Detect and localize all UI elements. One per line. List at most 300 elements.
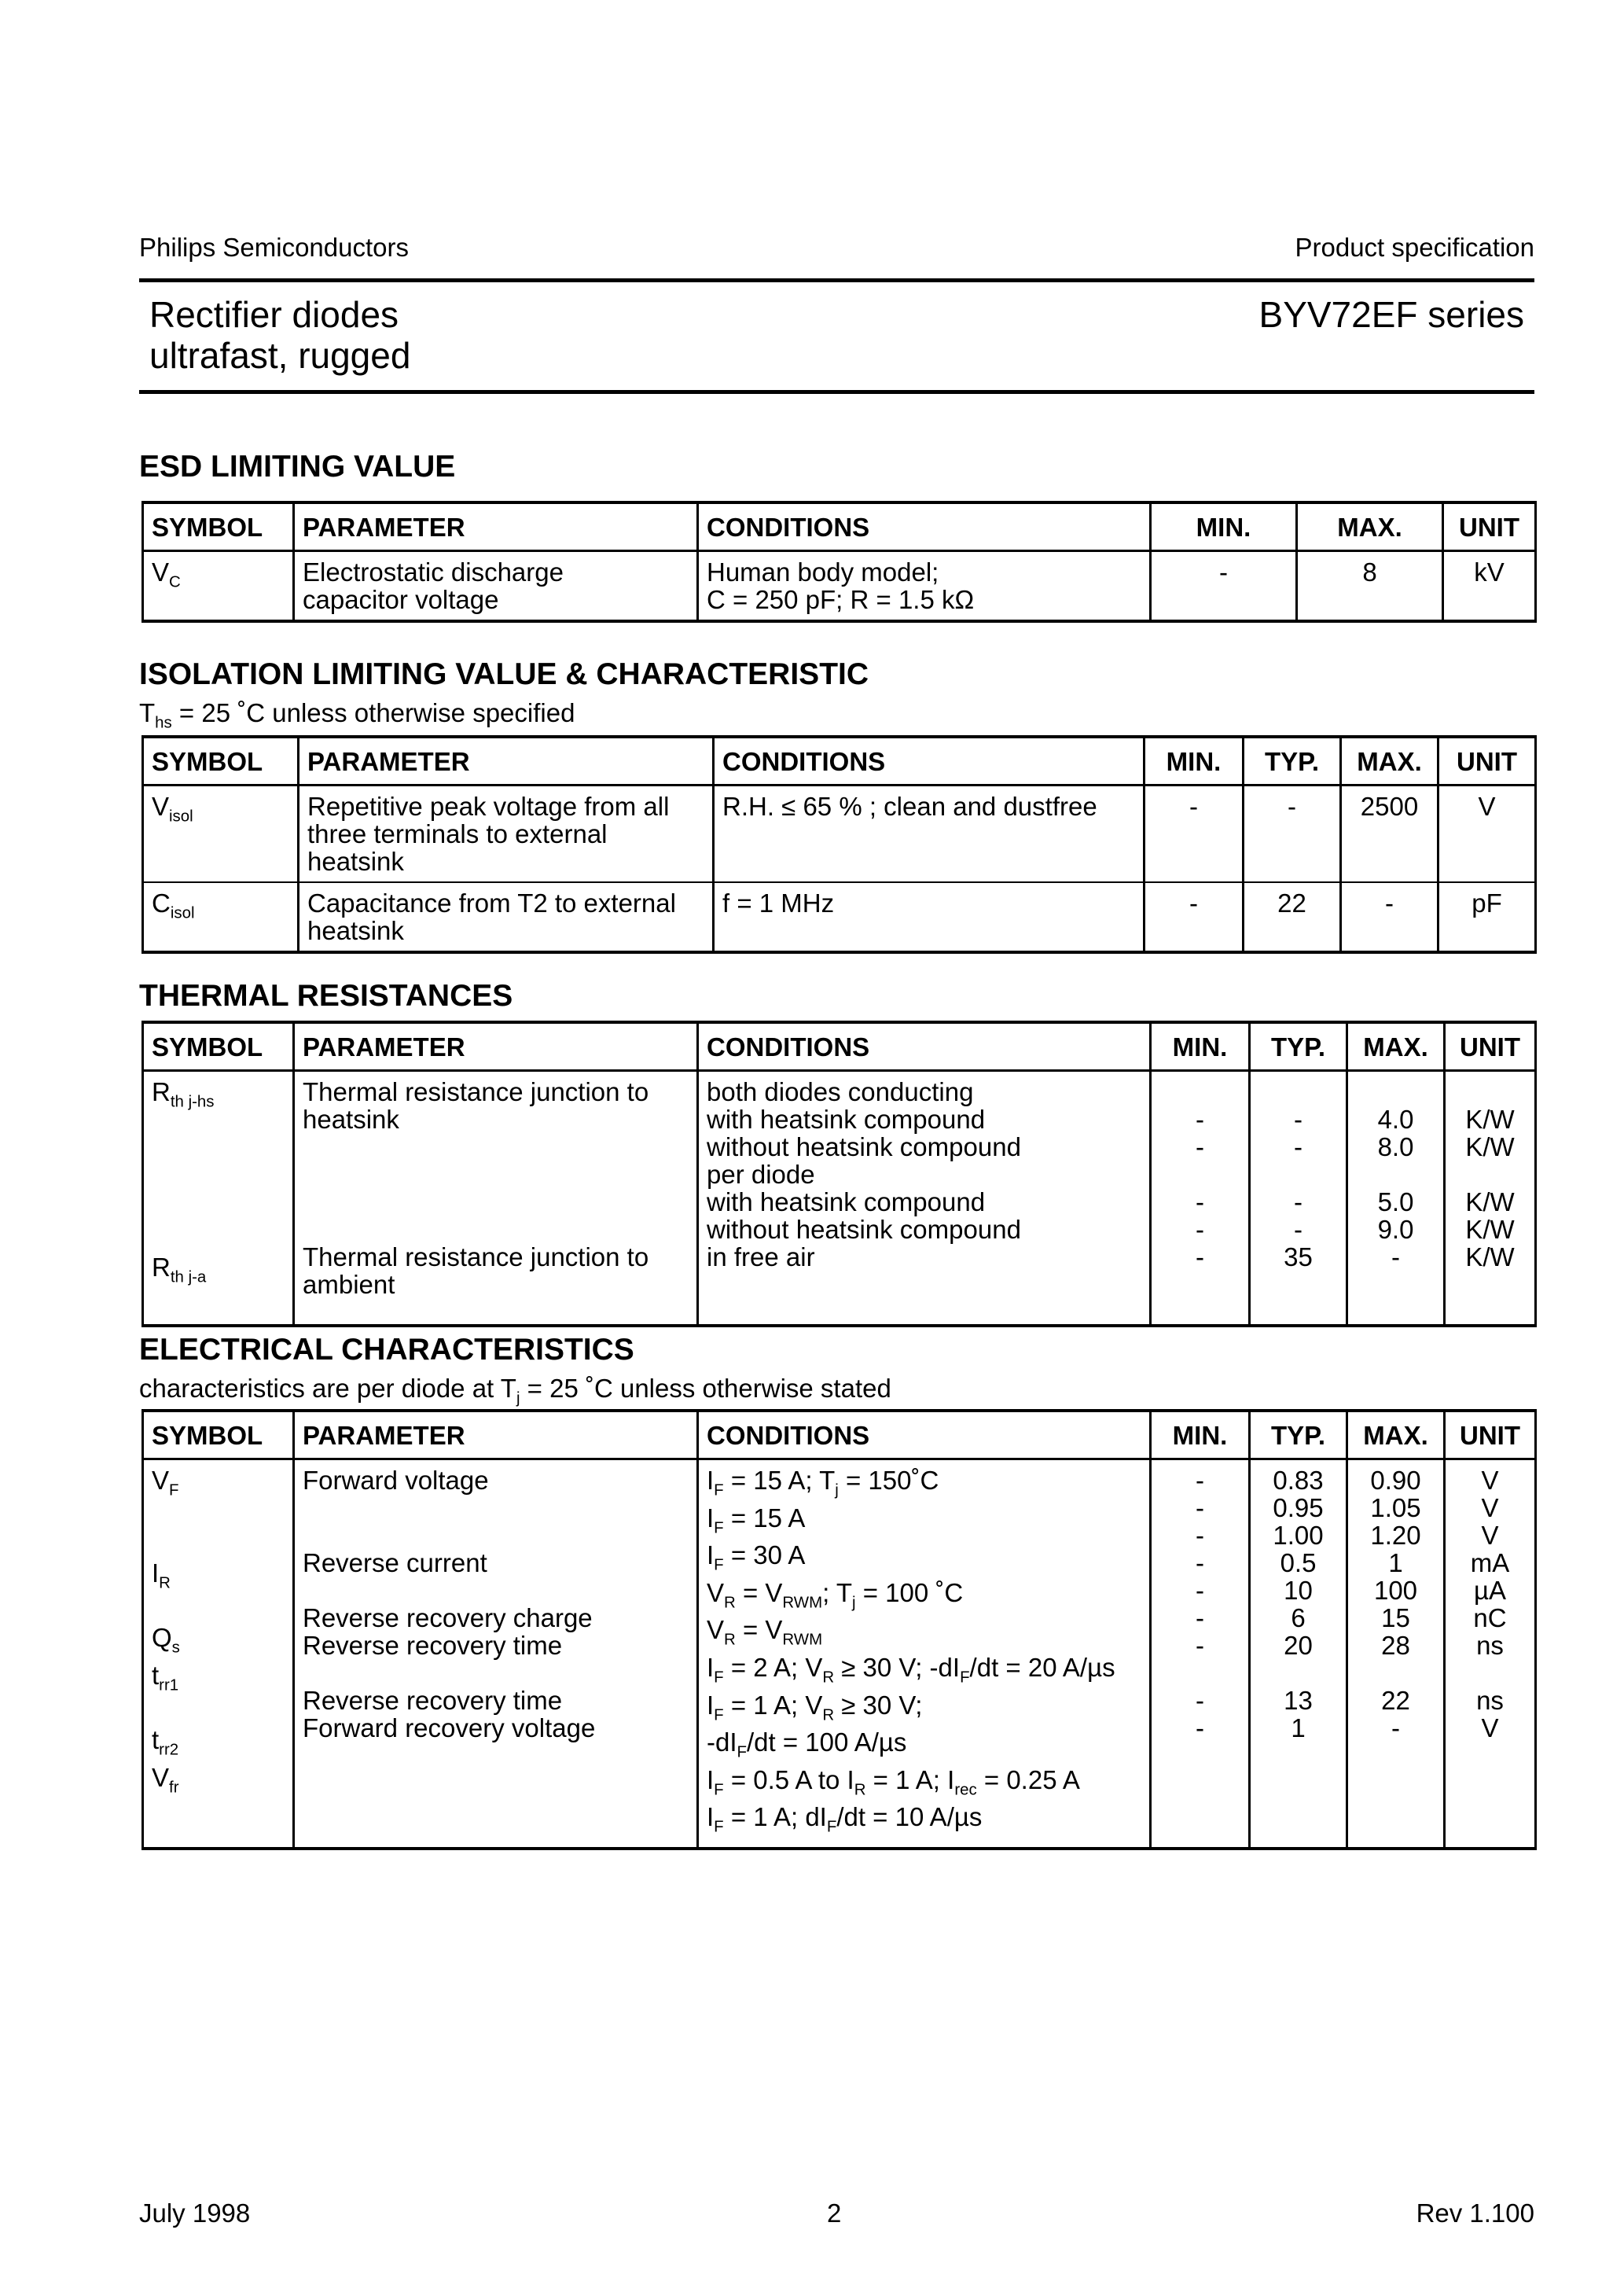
cond-subscript: F [714,1518,724,1537]
symbol-line [152,1624,285,1661]
cond-subscript: rec [954,1780,977,1799]
value-line: 28 [1381,1631,1410,1660]
table-row [143,1071,1536,1326]
header-rule [139,278,1534,282]
header-cell: MIN. [1151,502,1297,551]
header-cell: MAX. [1347,1411,1445,1459]
value-line: 0.83 [1273,1466,1324,1495]
parameter-cell [299,786,714,883]
value-line: K/W [1465,1132,1515,1161]
cond-text: = 15 A; T [723,1466,836,1495]
value-line [1453,1161,1527,1188]
table-row [143,882,1536,952]
symbol-cell [143,882,299,952]
parameter-line [303,1659,689,1687]
cond-text: = 15 A [723,1503,806,1533]
condition-line [707,1803,1141,1841]
parameter-line: Electrostatic discharge [303,557,564,587]
symbol-subscript: rr2 [159,1740,179,1759]
value-line: V [1481,1493,1499,1522]
value-line [1159,1078,1240,1106]
cond-text: = 1 A; V [723,1690,823,1720]
table-header-row [143,737,1536,786]
parameter-cell [294,1071,698,1326]
conditions-cell [698,1459,1151,1849]
value-line: 6 [1291,1603,1306,1632]
max-cell: 8 [1297,551,1443,622]
symbol-line [152,1466,285,1504]
header-cell: MAX. [1347,1022,1445,1071]
value-line: K/W [1465,1215,1515,1244]
value-line: mA [1470,1548,1510,1577]
cond-text: = 1 A; I [865,1764,955,1794]
cond-text: = 0.5 A to I [723,1764,854,1794]
value-line: V [1481,1521,1499,1550]
symbol-line [152,1532,285,1559]
parameter-line: Forward voltage [303,1466,489,1495]
value-line [1159,1659,1240,1687]
value-line: - [1196,1242,1204,1271]
value-line [1159,1271,1240,1298]
cond-subscript: F [737,1742,747,1761]
value-line: µA [1473,1576,1507,1605]
table-row [143,1459,1536,1849]
cond-subscript: R [854,1780,866,1799]
cond-text: = 0.25 A [976,1764,1080,1794]
value-line: ns [1476,1631,1504,1660]
value-line: ns [1476,1686,1504,1715]
electrical-table [141,1409,1537,1850]
cond-text: = 100 ˚C [855,1577,964,1607]
symbol-line [152,1143,285,1171]
value-line: - [1196,1521,1204,1550]
note-text: = 25 ˚C unless otherwise specified [171,698,575,727]
symbol-line [152,1726,285,1764]
condition-line [707,1271,1141,1298]
header-cell: SYMBOL [143,1022,294,1071]
value-line: 1 [1388,1548,1403,1577]
parameter-line [303,1577,689,1604]
symbol-line [152,1290,285,1318]
max-cell: 2500 [1341,786,1438,883]
electrical-section-title: ELECTRICAL CHARACTERISTICS [139,1333,634,1367]
value-line: 1.00 [1273,1521,1324,1550]
symbol-cell [143,1459,294,1849]
typ-cell: 22 [1244,882,1341,952]
table-header-row [143,1022,1536,1071]
condition-line: with heatsink compound [707,1187,986,1216]
symbol-cell [143,1071,294,1326]
table-row [143,551,1536,622]
value-line [1453,1078,1527,1106]
note-text: = 25 ˚C unless otherwise stated [520,1374,891,1403]
cond-subscript: R [724,1630,736,1649]
parameter-line [303,1216,689,1243]
footer-revision: Rev 1.100 [1416,2198,1534,2228]
cond-subscript: R [724,1593,736,1612]
title-line-1: Rectifier diodes [149,294,399,335]
symbol-subscript: isol [170,903,195,922]
header-cell: UNIT [1445,1022,1536,1071]
value-line: 15 [1381,1603,1410,1632]
value-line: 22 [1381,1686,1410,1715]
unit-cell [1445,1459,1536,1849]
header-cell: MIN. [1151,1411,1250,1459]
symbol-line [152,1698,285,1726]
typ-cell: - [1244,786,1341,883]
cond-subscript: F [960,1668,970,1687]
value-line [1356,1161,1435,1188]
header-cell: UNIT [1438,737,1536,786]
max-cell: - [1341,882,1438,952]
value-line: - [1196,1187,1204,1216]
symbol-line [152,1661,285,1699]
min-cell: - [1151,551,1297,622]
conditions-cell [698,551,1151,622]
value-line [1258,1659,1338,1687]
unit-cell: V [1438,786,1536,883]
value-line: - [1196,1132,1204,1161]
header-cell: SYMBOL [143,737,299,786]
value-line: 1.20 [1370,1521,1421,1550]
parameter-line [303,1188,689,1216]
cond-text: I [707,1503,715,1533]
min-cell: - [1145,786,1244,883]
value-line: - [1294,1132,1303,1161]
cond-text: V [707,1615,725,1645]
parameter-line: three terminals to external [307,819,608,848]
isolation-note [139,698,575,733]
cond-text: ≥ 30 V; -dI [834,1652,961,1682]
condition-line [707,1579,1141,1617]
symbol-line [152,1596,285,1624]
value-line [1453,1659,1527,1687]
unit-cell: kV [1443,551,1536,622]
condition-line [707,1691,1141,1729]
condition-line: per diode [707,1160,815,1189]
cond-subscript: F [714,1817,724,1836]
cond-text: I [707,1764,715,1794]
value-line: 4.0 [1377,1105,1414,1134]
value-line: V [1481,1713,1499,1742]
symbol-text: C [152,889,171,918]
symbol-subscript: fr [169,1778,179,1797]
value-line: V [1481,1466,1499,1495]
value-line: 8.0 [1377,1132,1414,1161]
symbol-subscript: th j-a [170,1268,207,1286]
min-cell [1151,1071,1250,1326]
cond-text: V [707,1577,725,1607]
thermal-section-title: THERMAL RESISTANCES [139,979,513,1013]
parameter-line: Thermal resistance junction to [303,1242,649,1271]
title-rule [139,390,1534,394]
value-line [1356,1659,1435,1687]
symbol-subscript: s [171,1638,180,1657]
symbol-text: V [152,792,170,821]
value-line: K/W [1465,1187,1515,1216]
symbol-text: t [152,1725,160,1755]
header-cell: SYMBOL [143,1411,294,1459]
cond-text: = 1 A; dI [723,1802,827,1832]
cond-subscript: RWM [782,1630,823,1649]
cond-text: I [707,1466,715,1495]
value-line: 100 [1373,1576,1418,1605]
value-line: 1.05 [1370,1493,1421,1522]
typ-cell [1250,1071,1347,1326]
cond-text: ; T [822,1577,853,1607]
parameter-line: heatsink [307,847,404,876]
symbol-line [152,1764,285,1801]
company-name: Philips Semiconductors [139,233,409,262]
condition-line: without heatsink compound [707,1215,1021,1244]
value-line: 1 [1291,1713,1306,1742]
parameter-line: Forward recovery voltage [303,1713,596,1742]
symbol-text: R [152,1252,171,1282]
parameter-line: ambient [303,1270,395,1299]
value-line: 13 [1284,1686,1313,1715]
condition-line: without heatsink compound [707,1132,1021,1161]
cond-subscript: F [714,1555,724,1574]
value-line [1356,1078,1435,1106]
unit-cell [1445,1071,1536,1326]
cond-subscript: F [714,1481,724,1499]
conditions-cell: f = 1 MHz [714,882,1145,952]
symbol-text: V [152,1466,170,1495]
unit-cell: pF [1438,882,1536,952]
note-subscript: hs [155,713,172,732]
condition-line: in free air [707,1242,815,1271]
parameter-line [303,1521,689,1549]
header-cell: UNIT [1443,502,1536,551]
symbol-cell [143,551,294,622]
table-row [143,786,1536,883]
cond-subscript: j [852,1593,856,1612]
symbol-text: I [152,1558,160,1588]
value-line: - [1391,1242,1400,1271]
cond-text: I [707,1540,715,1570]
condition-line: Human body model; [707,557,939,587]
value-line: - [1196,1466,1204,1495]
value-line: - [1196,1686,1204,1715]
value-line [1258,1161,1338,1188]
table-header-row [143,502,1536,551]
parameter-line: Reverse recovery charge [303,1603,593,1632]
symbol-text: R [152,1077,171,1106]
cond-text: I [707,1690,715,1720]
value-line: - [1294,1215,1303,1244]
symbol-cell [143,786,299,883]
value-line: - [1196,1713,1204,1742]
value-line: 35 [1284,1242,1313,1271]
value-line: K/W [1465,1105,1515,1134]
condition-line: both diodes conducting [707,1077,974,1106]
parameter-line: Reverse recovery time [303,1631,563,1660]
condition-line [707,1728,1141,1766]
value-line: nC [1473,1603,1507,1632]
part-number: BYV72EF series [1258,294,1524,335]
value-line: - [1196,1493,1204,1522]
symbol-line [152,1253,285,1291]
cond-text: = 150˚C [838,1466,939,1495]
value-line: 0.90 [1370,1466,1421,1495]
footer-date: July 1998 [139,2198,251,2228]
symbol-line [152,1078,285,1116]
header-cell: TYP. [1244,737,1341,786]
value-line: 0.5 [1280,1548,1317,1577]
cond-subscript: RWM [782,1593,823,1612]
value-line [1356,1271,1435,1298]
parameter-line: Reverse current [303,1548,487,1577]
conditions-cell [698,1071,1151,1326]
symbol-line [152,1116,285,1143]
value-line: - [1196,1105,1204,1134]
min-cell: - [1145,882,1244,952]
note-subscript: j [516,1389,520,1407]
condition-line: with heatsink compound [707,1105,986,1134]
min-cell [1151,1459,1250,1849]
cond-text: -dI [707,1728,737,1757]
table-header-row [143,1411,1536,1459]
parameter-cell [299,882,714,952]
note-text: characteristics are per diode at T [139,1374,516,1403]
parameter-cell [294,1459,698,1849]
max-cell [1347,1459,1445,1849]
header-cell: TYP. [1250,1411,1347,1459]
condition-line [707,1616,1141,1654]
cond-text: /dt = 100 A/µs [747,1728,907,1757]
header-cell: TYP. [1250,1022,1347,1071]
value-line: - [1294,1187,1303,1216]
cond-subscript: F [714,1668,724,1687]
header-cell: MIN. [1145,737,1244,786]
symbol-text: t [152,1660,160,1690]
cond-subscript: R [822,1705,835,1724]
value-line: 10 [1284,1576,1313,1605]
cond-text: /dt = 10 A/µs [836,1802,983,1832]
parameter-line: Repetitive peak voltage from all [307,792,670,821]
symbol-subscript: rr1 [159,1676,179,1694]
value-line: - [1196,1576,1204,1605]
header-cell: PARAMETER [294,502,698,551]
condition-line: C = 250 pF; R = 1.5 kΩ [707,585,975,614]
typ-cell [1250,1459,1347,1849]
header-cell: UNIT [1445,1411,1536,1459]
cond-subscript: F [826,1817,837,1836]
parameter-line: Capacitance from T2 to external [307,889,676,918]
parameter-cell [294,551,698,622]
symbol-subscript: C [169,572,181,591]
value-line: - [1294,1105,1303,1134]
document-title [149,294,410,376]
symbol-subscript: th j-hs [170,1092,215,1111]
header-cell: MAX. [1297,502,1443,551]
value-line [1258,1078,1338,1106]
footer-page-number: 2 [827,2198,842,2228]
cond-subscript: R [822,1668,835,1687]
cond-subscript: F [714,1780,724,1799]
value-line [1258,1271,1338,1298]
cond-text: = 30 A [723,1540,806,1570]
isolation-section-title: ISOLATION LIMITING VALUE & CHARACTERISTIC [139,657,869,691]
value-line: 9.0 [1377,1215,1414,1244]
symbol-line [152,1559,285,1597]
symbol-text: Q [152,1623,172,1653]
esd-table [141,501,1537,623]
header-cell: MIN. [1151,1022,1250,1071]
header-cell: PARAMETER [299,737,714,786]
symbol-subscript: isol [169,807,193,826]
note-text: T [139,698,156,727]
header-cell: MAX. [1341,737,1438,786]
header-cell: CONDITIONS [698,502,1151,551]
electrical-note [139,1374,891,1408]
parameter-line: Thermal resistance junction to [303,1077,649,1106]
value-line: - [1196,1215,1204,1244]
condition-line [707,1541,1141,1579]
document-type: Product specification [1295,233,1534,262]
parameter-line [303,1161,689,1188]
max-cell [1347,1071,1445,1326]
value-line: - [1196,1631,1204,1660]
value-line: - [1196,1548,1204,1577]
cond-subscript: j [835,1481,839,1499]
condition-line [707,1654,1141,1691]
isolation-table [141,735,1537,954]
symbol-text: V [152,1762,170,1792]
value-line: - [1391,1713,1400,1742]
thermal-table [141,1021,1537,1327]
conditions-cell: R.H. ≤ 65 % ; clean and dustfree [714,786,1145,883]
value-line [1453,1271,1527,1298]
cond-text: /dt = 20 A/µs [969,1652,1115,1682]
parameter-line: capacitor voltage [303,585,499,614]
cond-text: = V [735,1577,783,1607]
cond-text: = V [735,1615,783,1645]
parameter-line: heatsink [303,1105,399,1134]
cond-text: I [707,1652,715,1682]
value-line [1159,1161,1240,1188]
parameter-line [303,1133,689,1161]
header-cell: CONDITIONS [714,737,1145,786]
symbol-text: V [152,557,170,587]
header-cell: CONDITIONS [698,1022,1151,1071]
symbol-subscript: R [159,1573,171,1592]
value-line: 5.0 [1377,1187,1414,1216]
esd-section-title: ESD LIMITING VALUE [139,450,456,484]
header-cell: SYMBOL [143,502,294,551]
condition-line [707,1766,1141,1804]
symbol-line [152,1171,285,1198]
symbol-line [152,1198,285,1226]
value-line: K/W [1465,1242,1515,1271]
cond-text: ≥ 30 V; [834,1690,923,1720]
header-cell: PARAMETER [294,1411,698,1459]
value-line: 20 [1284,1631,1313,1660]
value-line: 0.95 [1273,1493,1324,1522]
parameter-line: Reverse recovery time [303,1686,563,1715]
symbol-line [152,1226,285,1253]
condition-line [707,1504,1141,1542]
title-line-2: ultrafast, rugged [149,335,411,376]
cond-text: I [707,1802,715,1832]
symbol-line [152,1504,285,1532]
cond-subscript: F [714,1705,724,1724]
cond-text: = 2 A; V [723,1652,823,1682]
header-cell: CONDITIONS [698,1411,1151,1459]
symbol-subscript: F [169,1481,179,1499]
value-line: - [1196,1603,1204,1632]
condition-line [707,1466,1141,1504]
